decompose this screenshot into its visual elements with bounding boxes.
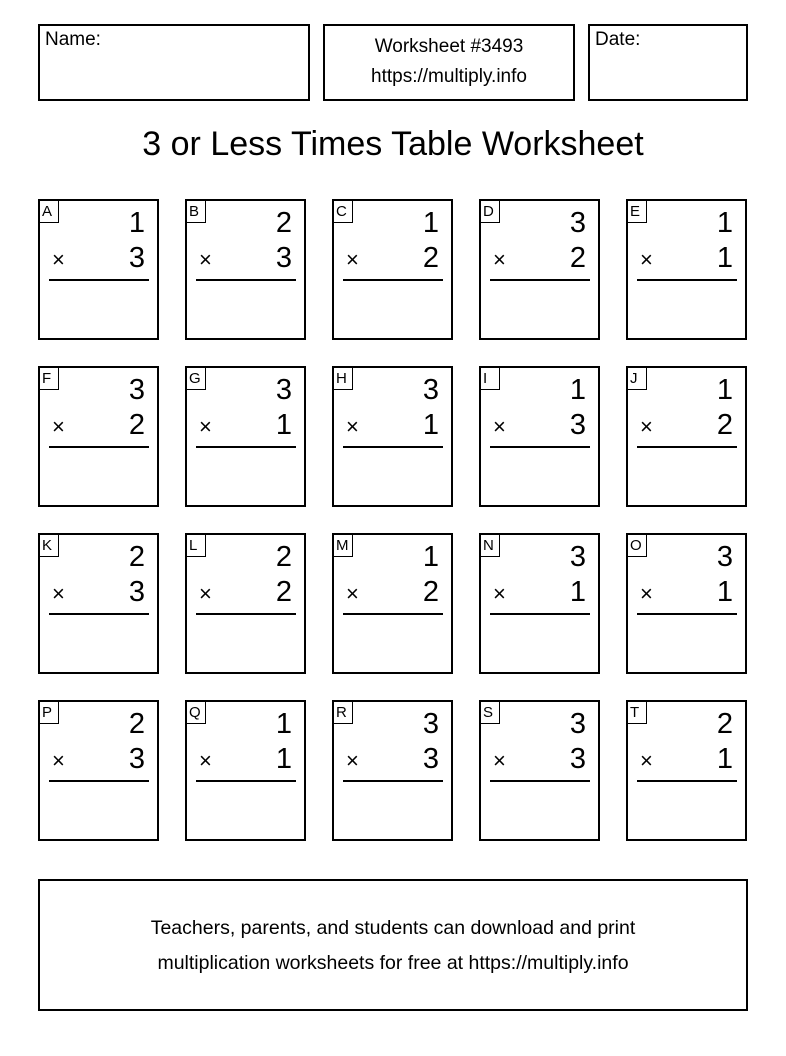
multiplier: 3: [128, 242, 145, 274]
problem-letter: D: [481, 201, 500, 223]
problem-letter: G: [187, 368, 206, 390]
answer-line: [343, 613, 443, 615]
problem-letter: R: [334, 702, 353, 724]
problem-card: [38, 700, 159, 841]
multiplicand: 3: [275, 374, 292, 406]
problem-card: [479, 533, 600, 674]
problem-card: [332, 533, 453, 674]
answer-line: [49, 780, 149, 782]
problem-letter: L: [187, 535, 206, 557]
name-box[interactable]: [38, 24, 310, 101]
footer-text-line-2: multiplication worksheets for free at https://multiply.info: [157, 952, 629, 974]
multiplicand: 1: [275, 708, 292, 740]
times-sign: ×: [640, 414, 653, 439]
times-sign: ×: [493, 748, 506, 773]
multiplier: 1: [275, 743, 292, 775]
multiplier: 3: [569, 409, 586, 441]
answer-line: [490, 780, 590, 782]
multiplier: 3: [422, 743, 439, 775]
multiplicand: 2: [128, 541, 145, 573]
answer-line: [196, 780, 296, 782]
multiplier: 1: [716, 743, 733, 775]
answer-line: [196, 613, 296, 615]
times-sign: ×: [199, 247, 212, 272]
problem-letter: F: [40, 368, 59, 390]
problem-letter: E: [628, 201, 647, 223]
worksheet-url: https://multiply.info: [371, 66, 527, 87]
problem-letter: S: [481, 702, 500, 724]
multiplicand: 1: [716, 374, 733, 406]
problem-card: [626, 533, 747, 674]
problem-card: [38, 366, 159, 507]
problem-letter: Q: [187, 702, 206, 724]
answer-line: [343, 446, 443, 448]
times-sign: ×: [199, 748, 212, 773]
problem-letter: P: [40, 702, 59, 724]
multiplier: 2: [422, 242, 439, 274]
answer-line: [490, 613, 590, 615]
multiplier: 3: [275, 242, 292, 274]
footer-text-line-1: Teachers, parents, and students can download and print: [150, 917, 636, 939]
multiplicand: 3: [422, 708, 439, 740]
worksheet-number: Worksheet #3493: [374, 36, 524, 57]
multiplier: 1: [569, 576, 586, 608]
multiplier: 1: [422, 409, 439, 441]
multiplier: 3: [569, 743, 586, 775]
problem-card: [626, 199, 747, 340]
multiplier: 1: [716, 576, 733, 608]
answer-line: [49, 613, 149, 615]
multiplicand: 3: [128, 374, 145, 406]
multiplier: 2: [716, 409, 733, 441]
problem-card: [479, 199, 600, 340]
multiplier: 2: [275, 576, 292, 608]
times-sign: ×: [346, 247, 359, 272]
times-sign: ×: [52, 581, 65, 606]
problem-letter: K: [40, 535, 59, 557]
date-box[interactable]: [588, 24, 748, 101]
times-sign: ×: [640, 581, 653, 606]
answer-line: [343, 279, 443, 281]
problem-card: [38, 199, 159, 340]
multiplicand: 2: [275, 207, 292, 239]
answer-line: [637, 279, 737, 281]
multiplier: 1: [716, 242, 733, 274]
times-sign: ×: [199, 581, 212, 606]
problem-card: [626, 700, 747, 841]
problem-letter: M: [334, 535, 353, 557]
times-sign: ×: [640, 247, 653, 272]
times-sign: ×: [493, 414, 506, 439]
times-sign: ×: [52, 247, 65, 272]
name-label: Name:: [45, 29, 101, 50]
answer-line: [49, 446, 149, 448]
times-sign: ×: [199, 414, 212, 439]
times-sign: ×: [52, 414, 65, 439]
multiplicand: 2: [716, 708, 733, 740]
multiplier: 2: [569, 242, 586, 274]
times-sign: ×: [640, 748, 653, 773]
problem-letter: H: [334, 368, 353, 390]
problem-card: [38, 533, 159, 674]
multiplicand: 1: [716, 207, 733, 239]
answer-line: [196, 279, 296, 281]
multiplicand: 2: [275, 541, 292, 573]
multiplier: 3: [128, 743, 145, 775]
times-sign: ×: [346, 581, 359, 606]
problem-card: [479, 700, 600, 841]
problem-letter: J: [628, 368, 647, 390]
multiplier: 1: [275, 409, 292, 441]
problem-card: [332, 199, 453, 340]
answer-line: [637, 780, 737, 782]
answer-line: [490, 279, 590, 281]
page-title: 3 or Less Times Table Worksheet: [142, 125, 644, 163]
multiplicand: 3: [569, 541, 586, 573]
multiplicand: 3: [569, 207, 586, 239]
times-sign: ×: [346, 414, 359, 439]
problem-card: [185, 700, 306, 841]
answer-line: [343, 780, 443, 782]
multiplicand: 2: [128, 708, 145, 740]
times-sign: ×: [52, 748, 65, 773]
problem-card: [626, 366, 747, 507]
times-sign: ×: [493, 581, 506, 606]
problem-letter: B: [187, 201, 206, 223]
multiplicand: 3: [569, 708, 586, 740]
multiplicand: 1: [422, 207, 439, 239]
multiplicand: 1: [128, 207, 145, 239]
date-label: Date:: [595, 29, 641, 50]
problem-letter: A: [40, 201, 59, 223]
multiplicand: 1: [569, 374, 586, 406]
multiplicand: 1: [422, 541, 439, 573]
multiplicand: 3: [716, 541, 733, 573]
answer-line: [49, 279, 149, 281]
problem-card: [185, 533, 306, 674]
answer-line: [637, 446, 737, 448]
problem-letter: T: [628, 702, 647, 724]
worksheet-info-box: [323, 24, 575, 101]
multiplier: 2: [422, 576, 439, 608]
answer-line: [196, 446, 296, 448]
multiplier: 3: [128, 576, 145, 608]
problem-letter: I: [481, 368, 500, 390]
answer-line: [490, 446, 590, 448]
problem-card: [479, 366, 600, 507]
multiplicand: 3: [422, 374, 439, 406]
multiplier: 2: [128, 409, 145, 441]
answer-line: [637, 613, 737, 615]
problem-letter: C: [334, 201, 353, 223]
problem-card: [332, 366, 453, 507]
footer-box: [38, 879, 748, 1011]
times-sign: ×: [493, 247, 506, 272]
problem-letter: O: [628, 535, 647, 557]
times-sign: ×: [346, 748, 359, 773]
problem-card: [332, 700, 453, 841]
problem-letter: N: [481, 535, 500, 557]
problem-card: [185, 366, 306, 507]
problem-card: [185, 199, 306, 340]
